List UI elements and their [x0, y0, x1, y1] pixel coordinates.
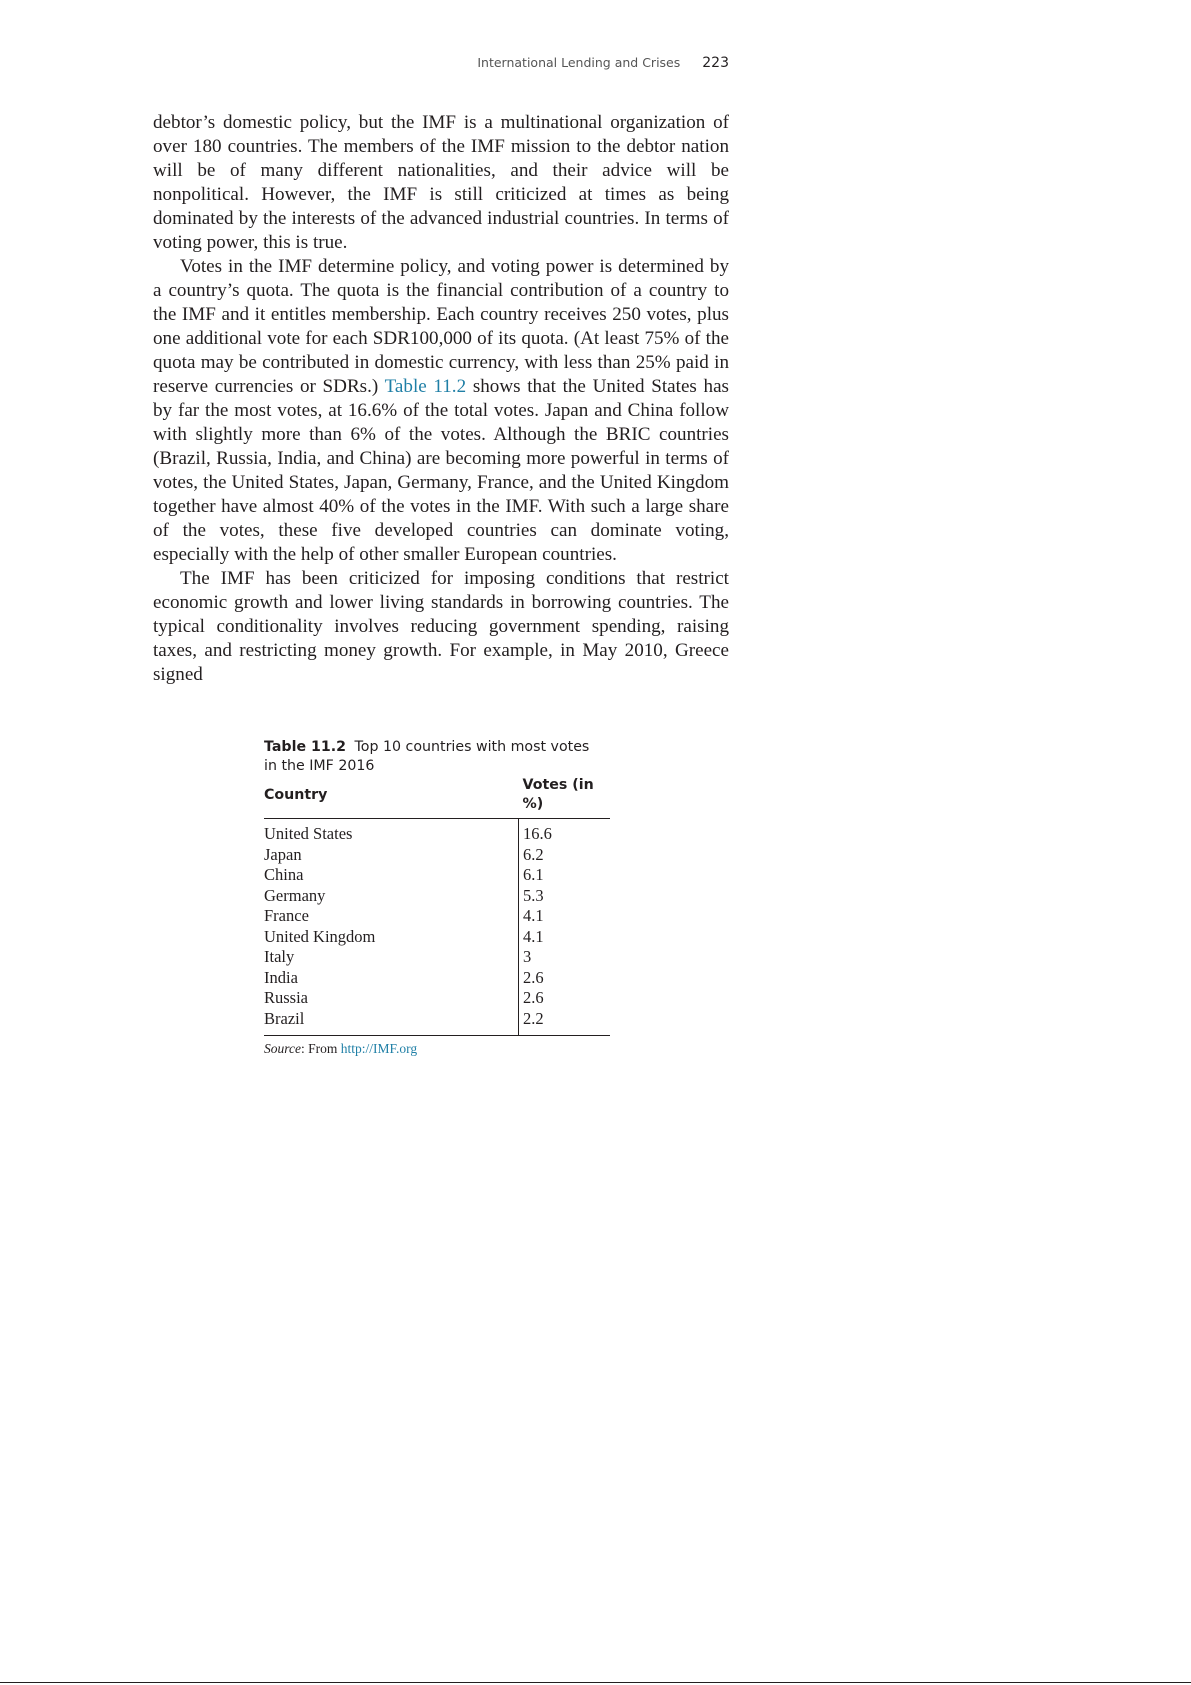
paragraph-2: [153, 255, 729, 567]
source-text: : From: [301, 1041, 341, 1056]
country-cell: India: [264, 967, 298, 987]
body-text: [153, 111, 729, 687]
country-cell: Russia: [264, 988, 309, 1007]
table-row: [264, 968, 610, 989]
country-cell: France: [264, 906, 309, 925]
country-cell: Brazil: [264, 1009, 519, 1036]
table-row: [264, 988, 610, 1009]
table-row: [264, 947, 610, 968]
source-link[interactable]: http://IMF.org: [340, 1041, 418, 1056]
table-row: [264, 927, 610, 948]
votes-cell: 3: [519, 947, 611, 968]
votes-cell: 2.6: [519, 988, 611, 1009]
paragraph-3: The IMF has been criticized for imposing conditions that restrict economic growth and lower living standards in borrowing countries. The typical conditionality involves reducing government spending, raising taxes, and restricting money growth. For example, in May 2010, Greece signed: [153, 568, 729, 685]
table-row: [264, 886, 610, 907]
country-cell: Japan: [264, 844, 302, 864]
votes-cell: 6.2: [519, 845, 611, 866]
paragraph-2-text-b: shows that the United States has by far the most votes, at 16.6% of the total votes. Japan and China follow with slightly more than 6% of the votes. Although the BRIC countries (Brazil, Russia, India, and China) are becoming more powerful in terms of votes, the United States, Japan, Germany, France, and the United Kingdom together have almost 40% of the votes in the IMF. With such a large share of the votes, these five developed countries can dominate voting, especially with the help of other smaller European countries.: [153, 376, 729, 565]
votes-cell: 16.6: [519, 819, 611, 845]
paragraph-2-text-a: Votes in the IMF determine policy, and voting power is determined by a country’s quota. The quota is the financial contribution of a country to the IMF and it entitles membership. Each country receives 250 votes, plus one additional vote for each SDR100,000 of its quota. (At least 75% of the quota may be contributed in domestic currency, with less than 25% paid in reserve currencies or SDRs.): [153, 256, 729, 397]
country-cell: Germany: [264, 885, 326, 905]
source-label: Source: [264, 1041, 301, 1056]
country-cell: United States: [264, 824, 353, 843]
table-reference-link[interactable]: Table 11.2: [384, 376, 467, 397]
votes-table: [264, 776, 610, 1036]
table-row: [264, 1009, 610, 1036]
votes-cell: 5.3: [519, 886, 611, 907]
votes-cell: 2.2: [519, 1009, 611, 1036]
country-cell: China: [264, 865, 304, 884]
table-row: [264, 845, 610, 866]
votes-table-block: [264, 738, 610, 1057]
table-row: [264, 865, 610, 886]
table-header-row: [264, 776, 610, 819]
table-row: [264, 819, 610, 845]
votes-column-header: Votes (in %): [519, 776, 611, 819]
country-column-header: Country: [264, 776, 519, 819]
votes-cell: 4.1: [519, 906, 611, 927]
table-label: Table 11.2: [264, 739, 347, 755]
table-caption: [264, 738, 604, 776]
country-cell: United Kingdom: [264, 926, 376, 946]
paragraph-1: debtor’s domestic policy, but the IMF is a multinational organization of over 180 countries. The members of the IMF mission to the debtor nation will be of many different nationalities, and their advice will be nonpolitical. However, the IMF is still criticized at times as being dominated by the interests of the advanced industrial countries. In terms of voting power, this is true.: [153, 112, 729, 253]
votes-cell: 4.1: [519, 927, 611, 948]
page-number: 223: [702, 55, 729, 71]
running-head: [477, 55, 729, 71]
table-caption-text: Top 10 countries with most votes in the IMF 2016: [264, 739, 590, 774]
table-source-note: [264, 1041, 610, 1057]
running-title: International Lending and Crises: [477, 55, 681, 70]
page-bottom-rule: [0, 1682, 1191, 1683]
votes-cell: 6.1: [519, 865, 611, 886]
votes-cell: 2.6: [519, 968, 611, 989]
country-cell: Italy: [264, 947, 295, 966]
table-row: [264, 906, 610, 927]
